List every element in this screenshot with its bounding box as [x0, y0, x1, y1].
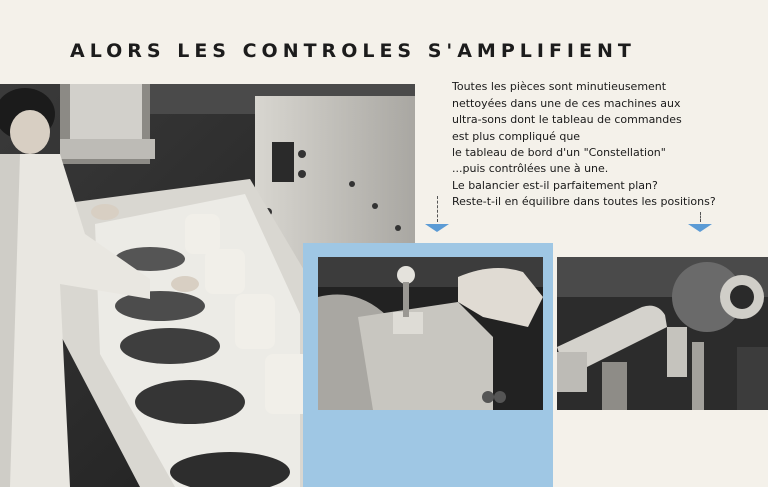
paragraph-line: ultra-sons dont le tableau de commandes	[452, 113, 682, 126]
pointer-line-left	[437, 196, 438, 222]
paragraph-line: Toutes les pièces sont minutieusement	[452, 80, 667, 93]
paragraph-line: Reste-t-il en équilibre dans toutes les positions?	[452, 195, 716, 208]
arrow-down-icon	[425, 224, 449, 232]
photo-balance-inspection	[318, 257, 543, 410]
paragraph-line: est plus compliqué que	[452, 129, 581, 143]
photo-balancing-machine	[557, 257, 768, 410]
arrow-down-icon	[688, 224, 712, 232]
paragraph-cleaning	[452, 79, 682, 162]
paragraph-line: le tableau de bord d'un "Constellation"	[452, 146, 666, 159]
paragraph-line: ...puis contrôlées une à une.	[452, 162, 609, 175]
pointer-line-right	[700, 212, 701, 222]
page-headline: ALORS LES CONTROLES S'AMPLIFIENT	[70, 40, 636, 62]
paragraph-control	[452, 161, 716, 211]
paragraph-line: Le balancier est-il parfaitement plan?	[452, 178, 658, 192]
paragraph-line: nettoyées dans une de ces machines aux	[452, 96, 681, 110]
